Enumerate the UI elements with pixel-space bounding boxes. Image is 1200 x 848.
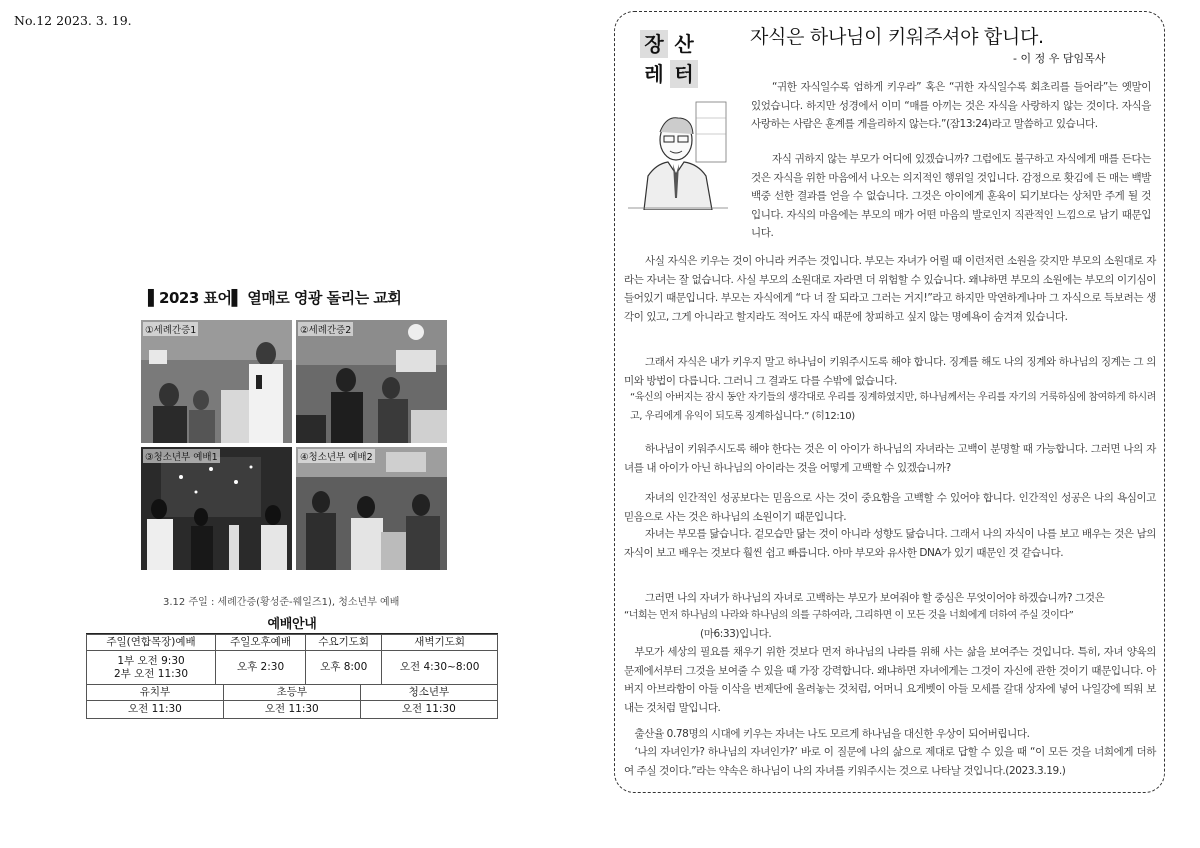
table-row <box>87 685 498 701</box>
photo-caption-3: ③청소년부 예배1 <box>143 449 220 463</box>
issue-date: No.12 2023. 3. 19. <box>14 13 132 28</box>
letter-paragraph: 자식 귀하지 않는 부모가 어디에 있겠습니까? 그럼에도 불구하고 자식에게 매를 든다는 것은 자식을 위한 마음에서 나오는 의지적인 행위일 것입니다. 감정으로 홧김에 든 매는 백발백중 선한 결과를 얻을 수 없습니다. 그것은 아이에게 훈육이 되기보다는 상처만 주게 될 것입니다. 자식의 마음에는 부모의 매가 어떤 마음의 발로인지 직관적인 느낌으로 남기 때문입니다. <box>751 153 1151 240</box>
letter-paragraph: ‘나의 자녀인가? 하나님의 자녀인가?’ 바로 이 질문에 나의 삶으로 제대로 답할 수 있을 때 “이 모든 것을 너희에게 더하여 주실 것이다.”라는 약속은 하나님이 나의 자녀를 키워주시는 것으로 나타날 것입니다.(2023.3.19.) <box>624 746 1156 777</box>
badge-char: 터 <box>670 60 698 88</box>
letter-paragraph: (마6:33)입니다. <box>700 628 772 640</box>
scripture-quote-matthew: “너희는 먼저 하나님의 나라와 하나님의 의를 구하여라, 그리하면 이 모든 것을 너희에게 더하여 주실 것이다” <box>624 610 1074 621</box>
photo-caption-1: ①세례간증1 <box>143 322 198 336</box>
schedule-table <box>86 634 498 685</box>
letter-author: - 이 정 우 담임목사 <box>1013 52 1106 65</box>
schedule-value: 오전 11:30 <box>360 701 497 719</box>
letter-paragraph: 자녀는 부모를 닮습니다. 겉모습만 닮는 것이 아니라 성향도 닮습니다. 그래서 나의 자식이 나를 보고 배우는 것은 남의 자식이 보고 배우는 것보다 훨씬 쉽고 빠릅니다. 아마 부모와 유사한 DNA가 있기 때문인 것 같습니다. <box>624 528 1156 559</box>
worship-schedule <box>86 613 498 719</box>
table-row <box>87 635 498 651</box>
photo-youth-worship-2 <box>296 447 447 570</box>
schedule-header: 청소년부 <box>360 685 497 701</box>
schedule-title: 예배안내 <box>86 613 498 634</box>
letter-paragraph: 그러면 나의 자녀가 하나님의 자녀로 고백하는 부모가 보여줘야 할 중심은 무엇이어야 하겠습니까? 그것은 <box>645 592 1105 604</box>
table-row <box>87 651 498 685</box>
letter-title: 자식은 하나님이 키워주셔야 합니다. <box>750 26 1044 48</box>
badge-char: 장 <box>640 30 668 58</box>
schedule-header: 유치부 <box>87 685 224 701</box>
schedule-header: 초등부 <box>223 685 360 701</box>
schedule-value: 오전 4:30~8:00 <box>382 651 498 685</box>
schedule-header: 주일(연합목장)예배 <box>87 635 216 651</box>
letter-paragraph: 그래서 자식은 내가 키우지 말고 하나님이 키워주시도록 해야 합니다. 징계를 해도 나의 징계와 하나님의 징계는 그 의미와 방법이 다릅니다. 그러니 그 결과도 다를 수밖에 없습니다. <box>624 356 1156 387</box>
letter-paragraph: 사실 자식은 키우는 것이 아니라 커주는 것입니다. 부모는 자녀가 어릴 때 이런저런 소원을 갖지만 부모의 소원대로 자라는 자녀는 잘 없습니다. 사실 부모의 소원대로 자라면 더 위험할 수 있습니다. 왜냐하면 부모의 소원에는 부모의 이기심이 들어있기 때문입니다. 부모는 자식에게 “다 너 잘 되라고 그러는 거지!”라고 하지만 막연하게나마 그 자식으로 득보려는 생각이 있고, 그게 아니라고 할지라도 적어도 자식 때문에 창피하고 싶지 않는 명예욕이 숨겨져 있습니다. <box>624 255 1156 323</box>
photo-grid <box>141 320 447 570</box>
schedule-value: 1부 오전 9:30 2부 오전 11:30 <box>87 651 216 685</box>
scripture-quote-hebrews: “육신의 아버지는 잠시 동안 자기들의 생각대로 우리를 징계하였지만, 하나님께서는 우리를 자기의 거룩하심에 참여하게 하시려고, 우리에게 유익이 되도록 징계하십니다.” (히12:10) <box>630 392 1156 422</box>
column-badge <box>640 30 704 94</box>
schedule-header: 수요기도회 <box>306 635 382 651</box>
letter-paragraph: 자녀의 인간적인 성공보다는 믿음으로 사는 것이 중요함을 고백할 수 있어야 합니다. 인간적인 성공은 나의 욕심이고 믿음으로 사는 것은 하나님의 소원이기 때문입니다. <box>624 492 1156 523</box>
letter-paragraph: “귀한 자식일수록 엄하게 키우라” 혹은 “귀한 자식일수록 회초리를 들어라”는 옛말이 있었습니다. 하지만 성경에서 이미 “매를 아끼는 것은 자식을 사랑하지 않는 것이다. 자식을 사랑하는 사람은 훈계를 게을리하지 않는다.”(잠13:24)라고 말씀하고 있습니다. <box>751 81 1151 131</box>
schedule-table-departments <box>86 684 498 719</box>
pastor-portrait-illustration <box>626 98 730 210</box>
motto-title: ▌2023 표어▌ 열매로 영광 돌리는 교회 <box>148 289 402 307</box>
schedule-value: 오전 11:30 <box>223 701 360 719</box>
letter-paragraph: 하나님이 키워주시도록 해야 한다는 것은 이 아이가 하나님의 자녀라는 고백이 분명할 때 가능합니다. 그러면 나의 자녀를 내 아이가 아닌 하나님의 아이라는 것을 어떻게 고백할 수 있겠습니까? <box>624 443 1156 474</box>
photo-baptism-testimony-1 <box>141 320 292 443</box>
schedule-header: 주일오후예배 <box>216 635 306 651</box>
photo-youth-worship-1 <box>141 447 292 570</box>
letter-paragraph: 부모가 세상의 필요를 채우기 위한 것보다 먼저 하나님의 나라를 위해 사는 삶을 보여주는 것입니다. 특히, 자녀 양육의 문제에서부터 그것을 보여줄 수 있을 때 가장 강력합니다. 왜냐하면 자녀에게는 그것이 자신에 관한 것이기 때문입니다. 아버지 아브라함이 아들 이삭을 번제단에 올려놓는 것처럼, 어머니 요게벳이 아들 모세를 갈대 상자에 넣어 나일강에 띄워 보내는 것처럼 말입니다. <box>624 646 1156 714</box>
schedule-value: 오후 2:30 <box>216 651 306 685</box>
badge-char: 레 <box>644 62 664 86</box>
letter-paragraph: 출산율 0.78명의 시대에 키우는 자녀는 나도 모르게 하나님을 대신한 우상이 되어버립니다. <box>634 728 1030 740</box>
photo-caption-4: ④청소년부 예배2 <box>298 449 375 463</box>
schedule-value: 오후 8:00 <box>306 651 382 685</box>
photo-caption-2: ②세례간증2 <box>298 322 353 336</box>
table-row <box>87 701 498 719</box>
badge-char: 산 <box>674 32 694 56</box>
photo-baptism-testimony-2 <box>296 320 447 443</box>
photo-description: 3.12 주일 : 세례간증(황성준-웨일즈1), 청소년부 예배 <box>163 597 400 608</box>
schedule-header: 새벽기도회 <box>382 635 498 651</box>
schedule-value: 오전 11:30 <box>87 701 224 719</box>
